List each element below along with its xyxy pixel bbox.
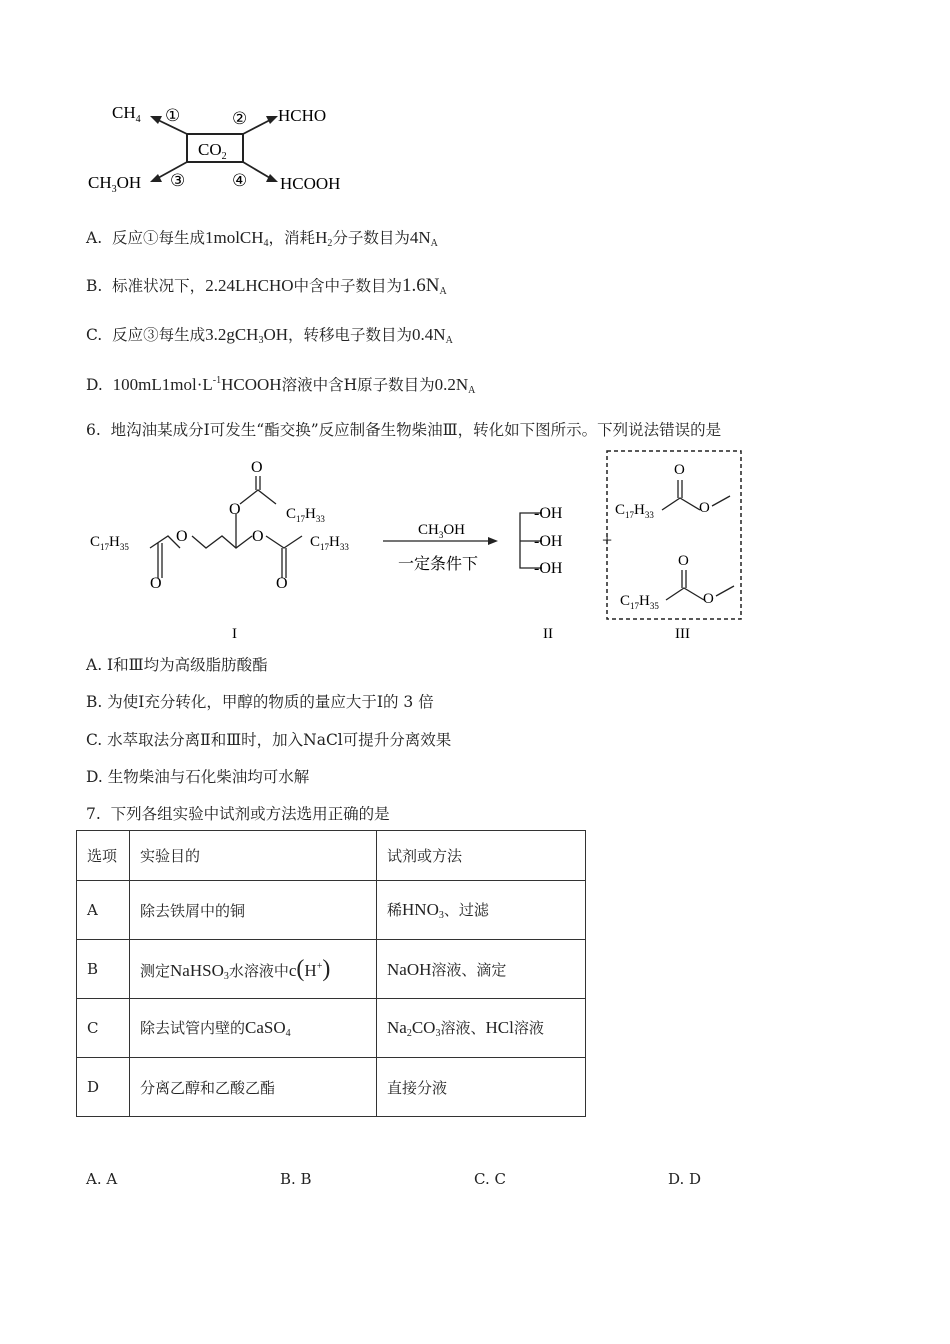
marker-3: ③ <box>170 171 186 190</box>
table-row <box>77 940 586 999</box>
chain-c17h33-2: $C_{17}H_{33}$ <box>310 534 349 552</box>
row-d-method: 直接分液 <box>377 1058 586 1117</box>
reagent-ch3oh: $CH_3OH$ <box>418 522 466 540</box>
carbonyl-o-1: O <box>150 575 162 592</box>
q5-option-c: C. 反应③每生成3.2gCH$_3$OH，转移电子数目为$0.4N_A$ <box>86 325 453 346</box>
answer-c: C. C <box>474 1170 506 1188</box>
q5-option-a: A. 反应①每生成1molCH$_4$，消耗$H_2$分子数目为$4N_A$ <box>86 228 438 249</box>
marker-2: ② <box>232 109 248 128</box>
q5-option-d: D. $100mL1mol\cdot L^{-1}HCOOH$溶液中含H原子数目为$0.2N_A$ <box>86 375 476 396</box>
row-b-option: B <box>77 940 130 999</box>
hydroxyl-3: -OH <box>534 560 563 577</box>
row-a-method: 稀$HNO_3$、过滤 <box>377 881 586 940</box>
chain-c17h35-1: $C_{17}H_{35}$ <box>90 534 129 552</box>
header-option: 选项 <box>77 831 130 881</box>
row-c-purpose: 除去试管内壁的CaSO$_4$ <box>130 999 377 1058</box>
table-header-row <box>77 831 586 881</box>
chain-c17h33-3: $C_{17}H_{33}$ <box>615 502 654 520</box>
q6-option-a: A. Ⅰ和Ⅲ均为高级脂肪酸酯 <box>86 656 268 674</box>
q5-option-b: B. 标准状况下，2.24LHCHO中含中子数目为$1.6N_A$ <box>86 275 447 297</box>
carbonyl-o-4: O <box>674 462 685 478</box>
row-a-option: A <box>77 881 130 940</box>
chain-c17h35-2: $C_{17}H_{35}$ <box>620 593 659 611</box>
chain-c17h33-1: $C_{17}H_{33}$ <box>286 506 325 524</box>
co2-conversion-diagram <box>80 96 380 201</box>
hydroxyl-2: -OH <box>534 533 563 550</box>
row-b-purpose: 测定NaHSO$_3$水溶液中c(H+) <box>130 940 377 999</box>
row-d-option: D <box>77 1058 130 1117</box>
q6-option-c: C. 水萃取法分离Ⅱ和Ⅲ时，加入NaCl可提升分离效果 <box>86 731 452 749</box>
co2-label: $CO_2$ <box>198 140 227 162</box>
ester-o-3: O <box>252 528 264 545</box>
answer-d: D. D <box>668 1170 702 1188</box>
table-row <box>77 881 586 940</box>
table-row <box>77 999 586 1058</box>
product-hcho: HCHO <box>278 106 327 125</box>
answer-b: B. B <box>280 1170 312 1188</box>
ester-o-2: O <box>229 501 241 518</box>
reaction-condition: 一定条件下 <box>398 556 479 573</box>
ester-o-5: O <box>703 591 714 607</box>
label-iii: III <box>675 626 690 642</box>
carbonyl-o-3: O <box>276 575 288 592</box>
transesterification-scheme <box>80 448 760 648</box>
carbonyl-o-2: O <box>251 459 263 476</box>
row-c-option: C <box>77 999 130 1058</box>
answer-a: A. A <box>86 1170 118 1188</box>
plus-sign: + <box>602 530 613 550</box>
row-c-method: $Na_2CO_3$溶液、HCl溶液 <box>377 999 586 1058</box>
q6-stem: 6. 地沟油某成分Ⅰ可发生“酯交换”反应制备生物柴油Ⅲ，转化如下图所示。下列说法错误的是 <box>86 421 722 439</box>
row-a-purpose: 除去铁屑中的铜 <box>130 881 377 940</box>
product-ch3oh: $CH_3OH$ <box>88 173 142 195</box>
q6-option-d: D. 生物柴油与石化柴油均可水解 <box>86 768 310 786</box>
marker-4: ④ <box>232 171 248 190</box>
header-purpose: 实验目的 <box>130 831 377 881</box>
q6-option-b: B. 为使Ⅰ充分转化，甲醇的物质的量应大于Ⅰ的 3 倍 <box>86 693 434 711</box>
marker-1: ① <box>165 106 181 125</box>
ester-o-4: O <box>699 500 710 516</box>
table-row <box>77 1058 586 1117</box>
label-i: I <box>232 626 237 642</box>
product-ch4: $CH_4$ <box>112 103 141 125</box>
row-b-method: NaOH溶液、滴定 <box>377 940 586 999</box>
header-method: 试剂或方法 <box>377 831 586 881</box>
product-hcooh: HCOOH <box>280 174 341 193</box>
ester-o-1: O <box>176 528 188 545</box>
q7-stem: 7. 下列各组实验中试剂或方法选用正确的是 <box>86 805 390 823</box>
row-d-purpose: 分离乙醇和乙酸乙酯 <box>130 1058 377 1117</box>
carbonyl-o-5: O <box>678 553 689 569</box>
experiment-table <box>76 830 586 1117</box>
hydroxyl-1: -OH <box>534 505 563 522</box>
label-ii: II <box>543 626 553 642</box>
